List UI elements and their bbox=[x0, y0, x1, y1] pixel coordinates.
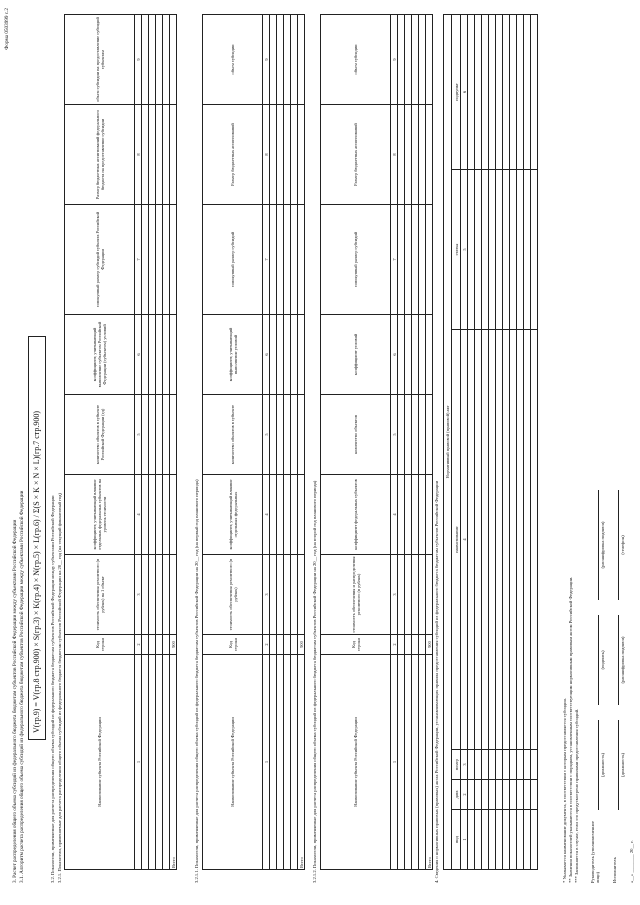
table-row bbox=[156, 15, 163, 870]
head-signature-label: Руководитель (уполномоченное лицо) bbox=[590, 820, 601, 883]
col-number: 8 bbox=[135, 105, 142, 205]
header-row-code: Код строки bbox=[65, 635, 135, 655]
table-row bbox=[475, 14, 482, 869]
name-caption: (расшифровка подписи) bbox=[620, 636, 625, 684]
header-act-type: вид bbox=[452, 810, 461, 870]
position-caption: (должность) bbox=[620, 752, 625, 778]
header-total-size: совокупный размер субсидий субъекта Российской Федерации bbox=[65, 205, 135, 315]
table-row bbox=[517, 14, 524, 869]
col-number: 9 bbox=[135, 15, 142, 105]
name-caption: (расшифровка подписи) bbox=[600, 521, 605, 569]
col-number: 3 bbox=[135, 555, 142, 635]
table-row bbox=[482, 14, 489, 869]
header-coefficient-k: коэффициент, учитывающий влияние отдельных федеральных субъектов на уровень стоимости bbox=[65, 475, 135, 555]
signature-date: «__» ________ 20__ г. bbox=[629, 840, 634, 883]
header-total-size: совокупный размер субсидий bbox=[321, 205, 391, 315]
table-row bbox=[284, 15, 291, 870]
distribution-formula: V(гр.9) = V(гр.8 стр.900) × S(гр.3) × K(гр.4) × N(гр.5) × L(гр.6) / Σ(S × K × N × L)(гр.7 стр.900) bbox=[28, 336, 46, 740]
section-4-heading: 4. Сведения о нормативных правовых (правовых) актах Российской Федерации, устанавливающих правила предоставления субсидий из федерального бюджета бюджетам субъектов Российской Федерации bbox=[434, 480, 439, 883]
header-count: количество объектов в субъекте Российской Федерации (ед) bbox=[65, 395, 135, 475]
table-row bbox=[149, 15, 156, 870]
table-row bbox=[468, 14, 475, 869]
table-indicators-current-year bbox=[64, 14, 177, 870]
table-3-title: 3.2.1.2. Показатели, применяемые для расчета распределения общего объема субсидий из федерального бюджета бюджетам субъектов Российской Федерации на 20__ год (на второй год планового периода) bbox=[312, 480, 317, 883]
table-total-row: Всего 900 bbox=[298, 15, 305, 870]
header-cost: стоимость обеспечения ремонтного (в рублях) на 1 объект bbox=[65, 555, 135, 635]
footnote: * Указывается наименование документа, в соответствии с которым предоставляется субсидия. bbox=[562, 698, 567, 883]
header-region-name: Наименование субъекта Российской Федерации bbox=[203, 655, 263, 870]
table-row bbox=[419, 15, 426, 870]
table-row bbox=[496, 14, 503, 869]
section-3-2-line: 3.2. Показатели, применяемые для расчета распределения общего объема субсидий из федерального бюджета бюджетам субъектов Российской Федерации между субъектами Российской Федерации bbox=[50, 495, 55, 883]
header-coefficient-k: коэффициент, учитывающий влияние отдельных федеральных bbox=[203, 475, 263, 555]
col-number: 6 bbox=[135, 315, 142, 395]
table-2-title: 3.2.1.1. Показатели, применяемые для расчета распределения общего объема субсидий из федерального бюджета бюджетам субъектов Российской Федерации на 20__ год (на первый год планового периода) bbox=[194, 479, 199, 883]
table-row bbox=[503, 14, 510, 869]
section-3-heading: 3. Расчет распределения общего объема субсидий из федерального бюджета бюджетам субъектов Российской Федерации между субъектами Российской Федерации bbox=[12, 519, 18, 883]
header-coefficient-k: коэффициент федеральных субъектов bbox=[321, 475, 391, 555]
executor-signature-label: Исполнитель bbox=[612, 857, 617, 883]
legal-acts-group-header: Нормативный правовой (правовой) акт bbox=[444, 14, 452, 869]
header-budget: Размер бюджетных ассигнований федерального бюджета на предоставление субсидии bbox=[65, 105, 135, 205]
position-caption: (должность) bbox=[600, 752, 605, 778]
header-region-name: Наименование субъекта Российской Федерации bbox=[321, 655, 391, 870]
table-legal-acts: Нормативный правовой (правовой) акт вид дата номер наименование статья подпункт 1 2 3 4 5 6 bbox=[443, 14, 538, 870]
table-row bbox=[524, 14, 531, 869]
header-act-name: наименование bbox=[452, 330, 461, 750]
phone-caption: (телефон) bbox=[620, 535, 625, 555]
table-row bbox=[291, 15, 298, 870]
table-row bbox=[531, 14, 538, 869]
header-row-code: Код строки bbox=[321, 635, 391, 655]
col-number: 4 bbox=[135, 475, 142, 555]
table-indicators-first-plan-year: Наименование субъекта Российской Федерации Код строки стоимость обеспечения ремонтного (в рублях) коэффициент, учитывающий влияние отдельных федеральных количество объектов в субъекте коэффициент, учитывающий выполнение условий совокупный размер субсидий Размер бюджетных ассигнований объем субсидии 1 2 3 4 5 6 7 8 9 Всего 900 bbox=[202, 14, 305, 870]
table-row bbox=[489, 14, 496, 869]
header-subsidy-volume: объем субсидии на предоставление субсидий субъектам bbox=[65, 15, 135, 105]
header-act-date: дата bbox=[452, 780, 461, 810]
header-coefficient-l: коэффициент условий bbox=[321, 315, 391, 395]
signature-caption: (подпись) bbox=[600, 650, 605, 670]
header-act-number: номер bbox=[452, 750, 461, 780]
header-row-code: Код строки bbox=[203, 635, 263, 655]
table-row bbox=[405, 15, 412, 870]
table-total-row: Всего 900 bbox=[426, 15, 433, 870]
table-row bbox=[412, 15, 419, 870]
table-row bbox=[163, 15, 170, 870]
header-count: количество объектов в субъекте bbox=[203, 395, 263, 475]
table-row bbox=[270, 15, 277, 870]
header-coefficient-l: коэффициент, учитывающий выполнение условий bbox=[203, 315, 263, 395]
footnote: *** Заполняется в случае, если это предусмотрено правилами предоставления субсидий. bbox=[574, 708, 579, 883]
header-cost: стоимость обеспечения и распределения ремонтного (в рублях) bbox=[321, 555, 391, 635]
table-indicators-second-plan-year: Наименование субъекта Российской Федерации Код строки стоимость обеспечения и распределения ремонтного (в рублях) коэффициент федеральных субъектов количество объектов коэффициент условий совокупный размер субсидий Размер бюджетных ассигнований объем субсидии 1 2 3 4 5 6 7 8 9 Всего 900 bbox=[320, 14, 433, 870]
col-number: 2 bbox=[135, 635, 142, 655]
header-subsidy-volume: объем субсидии bbox=[203, 15, 263, 105]
table-row bbox=[142, 15, 149, 870]
table-row bbox=[277, 15, 284, 870]
table-row bbox=[398, 15, 405, 870]
header-cost: стоимость обеспечения ремонтного (в рублях) bbox=[203, 555, 263, 635]
section-3-2-1-line: 3.2.1. Показатели, применяемые для расчета распределения общего объема субсидий из федерального бюджета бюджетам субъектов Российской Федерации на 20__ год (на текущий финансовый год) bbox=[57, 493, 62, 883]
header-act-subclause: подпункт bbox=[452, 14, 461, 169]
table-total-row: Всего 900 bbox=[170, 15, 177, 870]
col-number: 5 bbox=[135, 395, 142, 475]
header-act-article: статья bbox=[452, 170, 461, 330]
header-budget: Размер бюджетных ассигнований bbox=[321, 105, 391, 205]
header-budget: Размер бюджетных ассигнований bbox=[203, 105, 263, 205]
header-region-name: Наименование субъекта Российской Федерации bbox=[65, 655, 135, 870]
header-count: количество объектов bbox=[321, 395, 391, 475]
header-total-size: совокупный размер субсидий bbox=[203, 205, 263, 315]
section-3-1-line: 3.1. Алгоритм расчета распределения общего объема субсидий из федерального бюджета бюджетам субъектов Российской Федерации между субъектами Российской Федерации bbox=[19, 490, 25, 883]
table-row bbox=[510, 14, 517, 869]
header-coefficient-l: коэффициент, учитывающий выполнение субъектом Российской Федерации (субъектом) условий bbox=[65, 315, 135, 395]
footnote: ** Значения показателей указываются в соответствии с порядком, установленным соответствующим нормативным правовым актом Российской Федерации. bbox=[568, 576, 573, 883]
header-subsidy-volume: объем субсидии bbox=[321, 15, 391, 105]
form-code: Форма 0503999 с.2 bbox=[4, 8, 10, 50]
col-number: 7 bbox=[135, 205, 142, 315]
col-number: 1 bbox=[135, 655, 142, 870]
